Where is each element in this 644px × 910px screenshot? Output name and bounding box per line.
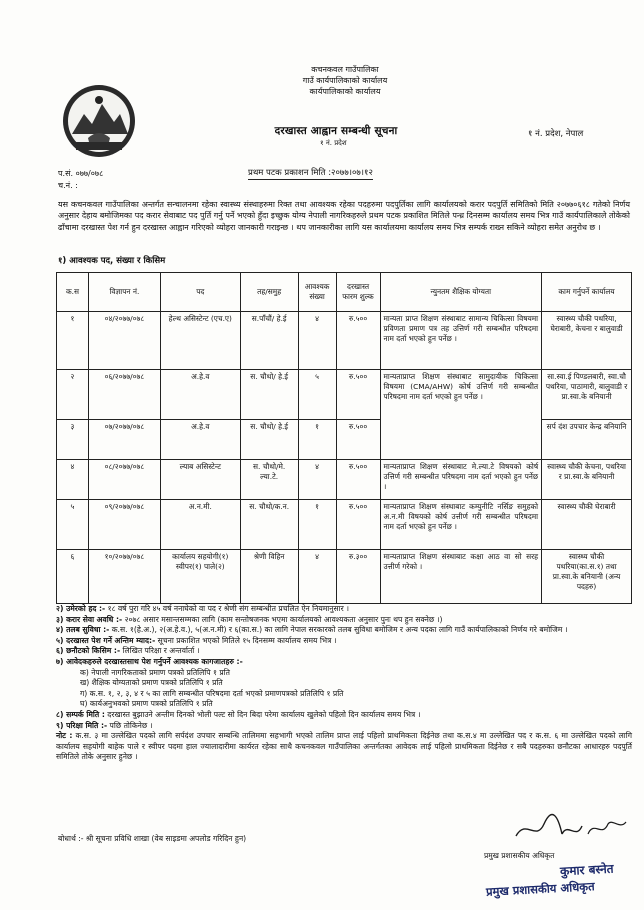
cell-adv-no: ०९/२०७७/०७८	[88, 500, 160, 550]
cell-adv-no: १०/२०७७/०७८	[88, 550, 160, 604]
document-text: क) नेपाली नागरिकताको प्रमाण पत्रको प्रतिलिपि १ प्रति	[80, 667, 230, 677]
condition-text: लिखित परिक्षा र अन्तर्वार्ता ।	[120, 646, 200, 656]
cell-adv-no: ०८/२०७७/०७८	[88, 460, 160, 500]
handwritten-signature	[510, 812, 630, 846]
cell-office: सर्प दंश उपचार केन्द्र बनियानि	[542, 420, 632, 460]
cell-sn: १	[57, 312, 89, 370]
cell-count: १	[298, 500, 336, 550]
condition-item	[56, 636, 632, 647]
condition-text: १८ वर्ष पुरा गरि ४५ वर्ष ननाघेको वा पद र श्रेणी संग सम्बन्धीत प्रचलित ऐन नियमानुसार ।	[105, 604, 349, 613]
condition-item	[56, 657, 632, 668]
condition-item	[56, 646, 632, 657]
org-office: गाउँ कार्यपालिकाको कार्यालय	[302, 76, 388, 85]
condition-label: ६) छनौटको किसिम :-	[56, 646, 121, 656]
cell-count: ५	[298, 370, 336, 420]
cell-post: कार्यालय सहयोगी(१) स्वीपर(१) पाले(२)	[160, 550, 240, 604]
document-text: ग) क.स. १, २, ३, ४ र ५ का लागि सम्बन्धीत परिषदमा दर्ता भएको प्रमाणपत्रको प्रतिलिपि १ प्रति	[80, 688, 344, 698]
col-adv-no: विज्ञापन नं.	[88, 273, 160, 312]
cell-level: स. चौथो/ हे.ई	[240, 370, 298, 420]
condition-text: दरखास्त बुझाउने अन्तीम दिनको भोली पल्ट सो दिन बिदा परेमा कार्यालय खुलेको पहिलो दिन कार्यालय समय भित्र ।	[104, 709, 421, 719]
document-item	[56, 699, 632, 710]
cell-office: स्वास्थ्य चौकी केचना, पथरिया र प्रा.स्वा.के बनियानी	[542, 460, 632, 500]
cell-fee: रु.५००	[336, 420, 380, 460]
condition-item	[56, 625, 632, 636]
cell-level: श्रेणी विहिन	[240, 550, 298, 604]
stamp-role: प्रमुख प्रशासकीय अधिकृत	[485, 879, 595, 899]
document-item	[56, 678, 632, 689]
table-header-row	[57, 273, 632, 312]
condition-item	[56, 721, 632, 732]
col-sn: क.स	[57, 273, 89, 312]
stamp-name: कुमार बस्नेत	[559, 861, 614, 879]
cell-office: स्वास्थ्य चौकी पथरिया, घेराबारी, केचना र बालुवाडी	[542, 312, 632, 370]
cell-sn: ५	[57, 500, 89, 550]
intro-paragraph: यस कचनकवल गाउँपालिका अन्तर्गत सन्चालनमा रहेका स्वास्थ्य संस्थाहरुमा रिक्त तथा आवश्यक रहेका पदहरुमा पदपुर्तिका लागि कार्यालयको करार पदपुर्ति समितिको मिति २०७७०६१८ गतेको निर्णय अनुसार देहाय बमोजिमका पद करार सेवाबाट पद पुर्ति गर्नु पर्ने भएको हुँदा इच्छुक योग्य नेपाली नागरिकहरुले प्रथम पटक प्रकाशित मितिले पन्ध्र दिनसम्म कार्यालय समय भित्र गाउँ कार्यपालिकाले तोकेको ढाँचामा दरखास्त पेश गर्न हुन दरखास्त आह्वान गरिएको व्योहरा जानकारी गराइन्छ । थप जानकारीका लागि यस कार्यालयमा कार्यालय समय भित्र सम्पर्क राख्न सकिने व्योहरा समेत अनुरोध छ ।	[58, 200, 630, 232]
cell-fee: रु.५००	[336, 500, 380, 550]
cell-office: सा.स्वा.ई पिण्डलबारी, स्वा.चौ पथरिया, पाठामारी, बालुवाडी र प्रा.स्वा.के बनियानी	[542, 370, 632, 420]
office-header	[270, 64, 420, 97]
org-name: कचनकवल गाउँपालिका	[311, 65, 379, 74]
condition-text: क.स. १(हे.अ.), २(अ.हे.व.), ५(अ.न.मी) र ६(का.स.) का लागि नेपाल सरकारको तलब सुविधा बमोजिम र अन्य पदका लागि गाउँ कार्यपालिकाको निर्णय गरे बमोजिम ।	[109, 625, 568, 635]
signatory-role: प्रमुख प्रशासकीय अधिकृत	[484, 851, 555, 860]
cell-level: स. चौथो/क.न.	[240, 500, 298, 550]
condition-label: ७) आवेदकहरुले दरखास्तसाथ पेश गर्नुपर्ने आवश्यक कागजातहरु :-	[56, 656, 243, 666]
table-row	[57, 550, 632, 604]
condition-label: ३) करार सेवा अवधि :-	[56, 614, 123, 624]
cell-adv-no: ०६/२०७७/०७८	[88, 370, 160, 420]
condition-label: ५) दरखास्त पेश गर्ने अन्तिम म्याद:-	[56, 635, 156, 645]
reference-number: प.सं. ०७७/०७८	[58, 169, 104, 178]
cell-post: अ.हे.व	[160, 370, 240, 420]
condition-item	[56, 615, 632, 626]
cell-adv-no: ०७/२०७७/०७८	[88, 420, 160, 460]
col-level: तह/समुह	[240, 273, 298, 312]
cell-qualification: मान्यताप्राप्त शिक्षण संस्थाबाट कक्षा आठ वा सो सरह उत्तीर्ण गरेको ।	[380, 550, 542, 604]
publish-date: प्रथम पटक प्रकाशन मिति :२०७७।०७।१२	[248, 168, 373, 178]
cell-level: स. चौथो/ हे.ई	[240, 420, 298, 460]
note-label: नोट :	[56, 731, 73, 741]
cell-qualification: मान्यताप्राप्त शिक्षण संस्थाबाट मे.ल्या.टे विषयको कोर्ष उत्तिर्ण गरी सम्बन्धीत परिषदमा नाम दर्ता भएको हुन पर्नेछ ।	[380, 460, 542, 500]
col-fee: दरखास्त फारम शुल्क	[336, 273, 380, 312]
table-row	[57, 370, 632, 420]
notice-title: दरखास्त आह्वान सम्बन्धी सूचना	[274, 125, 398, 137]
cell-post: अ.न.मी.	[160, 500, 240, 550]
cell-fee: रु.५००	[336, 370, 380, 420]
section-heading: १) आवश्यक पद, संख्या र किसिम	[58, 256, 166, 266]
cell-fee: रु.३००	[336, 550, 380, 604]
dispatch-number: च.नं. :	[58, 181, 78, 190]
vacancy-table	[56, 272, 632, 604]
table-row	[57, 420, 632, 460]
cell-count: १	[298, 420, 336, 460]
province-line: १ नं. प्रदेश	[320, 139, 347, 147]
document-text: ख) शैक्षिक योग्यताको प्रमाण पत्रको प्रतिलिपि १ प्रति	[80, 678, 223, 688]
condition-text: सूचना प्रकाशित भएको मितिले १५ दिनसम्म कार्यालय समय भित्र ।	[155, 635, 337, 645]
cell-post: ल्याब असिस्टेन्ट	[160, 460, 240, 500]
cell-fee: रु.५००	[336, 460, 380, 500]
cell-sn: ३	[57, 420, 89, 460]
table-row	[57, 500, 632, 550]
condition-text: २०७८ असार मसान्तसम्मका लागि (काम सन्तोषजनक भएमा कार्यालयको आवश्यकता अनुसार पुनः थप हुन सक्नेछ ।)	[122, 614, 443, 624]
cell-level: स. चौथो/मे. ल्या.टे.	[240, 460, 298, 500]
condition-label: २) उमेरको हद :-	[56, 604, 106, 613]
condition-text: पछि तोकिनेछ ।	[107, 720, 153, 730]
col-post: पद	[160, 273, 240, 312]
cell-office: स्वास्थ्य चौकी पथरिया(का.स.१) तथा प्रा.स्वा.के बनियानी (अन्य पदहरु)	[542, 550, 632, 604]
table-row	[57, 312, 632, 370]
condition-item	[56, 604, 632, 615]
note-text: क.स. ३ मा उल्लेखित पदको लागि सर्पदंश उपचार सम्बन्धि तालिममा सहभागी भएको तालिम प्राप्त लाई पहिलो प्राथमिकता दिईनेछ तथा क.स.४ मा उल्लेखित पद र क.स. ६ मा उल्लेखित पदको लागि कार्यालय सहयोगी बाहेक पाले र स्वीपर पदमा हाल ज्यालादारीमा कार्यरत रहेका साथै कचनकवल गाउँपालिका अन्तर्गतका आवेदक लाई पहिलो प्राथमिकता दिईनेछ र सबै पदहरुका छनौटका आधारहरु पदपुर्ति समितिले तोके अनुसार हुनेछ ।	[56, 731, 632, 762]
cell-qualification: मान्यता प्राप्त शिक्षण संस्थाबाट सामान्य चिकित्सा विषयमा प्रविणता प्रमाण पत्र तह उत्तिर्ण गरी सम्बन्धीत परिषदमा नाम दर्ता भएको हुन पर्नेछ ।	[380, 312, 542, 370]
cell-qualification: मान्यताप्राप्त शिक्षण संस्थाबाट सामुदायीक चिकित्सा विषयमा (CMA/AHW) कोर्ष उत्तिर्ण गरी सम्बन्धीत परिषदमा नाम दर्ता भएको हुन पर्नेछ ।	[380, 370, 542, 460]
cell-adv-no: ०४/२०७७/०७८	[88, 312, 160, 370]
condition-label: ९) परिक्षा मिति :-	[56, 720, 108, 730]
conditions-list	[56, 604, 632, 763]
cell-fee: रु.५००	[336, 312, 380, 370]
province-right: १ नं. प्रदेश, नेपाल	[528, 129, 584, 139]
cell-level: स.पाँचौं/ हे.ई	[240, 312, 298, 370]
org-office-seal-text: कार्यपालिकाको कार्यालय	[309, 87, 381, 96]
cell-qualification: मान्यताप्राप्त शिक्षण संस्थाबाट कम्युनीटि नर्सिङ समुहको अ.न.मी विषयको कोर्ष उत्तीर्ण गरी सम्बन्धीत परिषदमा नाम दर्ता भएको हुन पर्नेछ ।	[380, 500, 542, 550]
condition-item	[56, 710, 632, 721]
condition-label: ४) तलब सुविधा :-	[56, 625, 110, 635]
condition-label: ८) सम्पर्क मिति :	[56, 709, 105, 719]
cell-count: ४	[298, 550, 336, 604]
document-item	[56, 668, 632, 679]
nepal-emblem-logo	[58, 80, 140, 162]
cell-post: हेल्थ असिस्टेन्ट (एच.ए)	[160, 312, 240, 370]
cell-count: ४	[298, 312, 336, 370]
col-office: काम गर्नुपर्ने कार्यालय	[542, 273, 632, 312]
col-count: आवश्यक संख्या	[298, 273, 336, 312]
document-item	[56, 689, 632, 700]
note-item	[56, 731, 632, 763]
cell-count: ४	[298, 460, 336, 500]
cell-sn: २	[57, 370, 89, 420]
table-row	[57, 460, 632, 500]
cell-office: स्वास्थ्य चौकी घेराबारी	[542, 500, 632, 550]
cell-sn: ४	[57, 460, 89, 500]
cell-sn: ६	[57, 550, 89, 604]
document-text: घ) कार्यअनुभवको प्रमाण पत्रको प्रतिलिपि १ प्रति	[80, 699, 213, 709]
cell-post: अ.हे.व	[160, 420, 240, 460]
col-qualification: न्युनतम शैक्षिक योग्यता	[380, 273, 542, 312]
cc-line: बोधार्थ :- श्री सूचना प्रविधि शाखा (वेब साइडमा अपलोड गरिदिन हुन)	[58, 834, 247, 843]
